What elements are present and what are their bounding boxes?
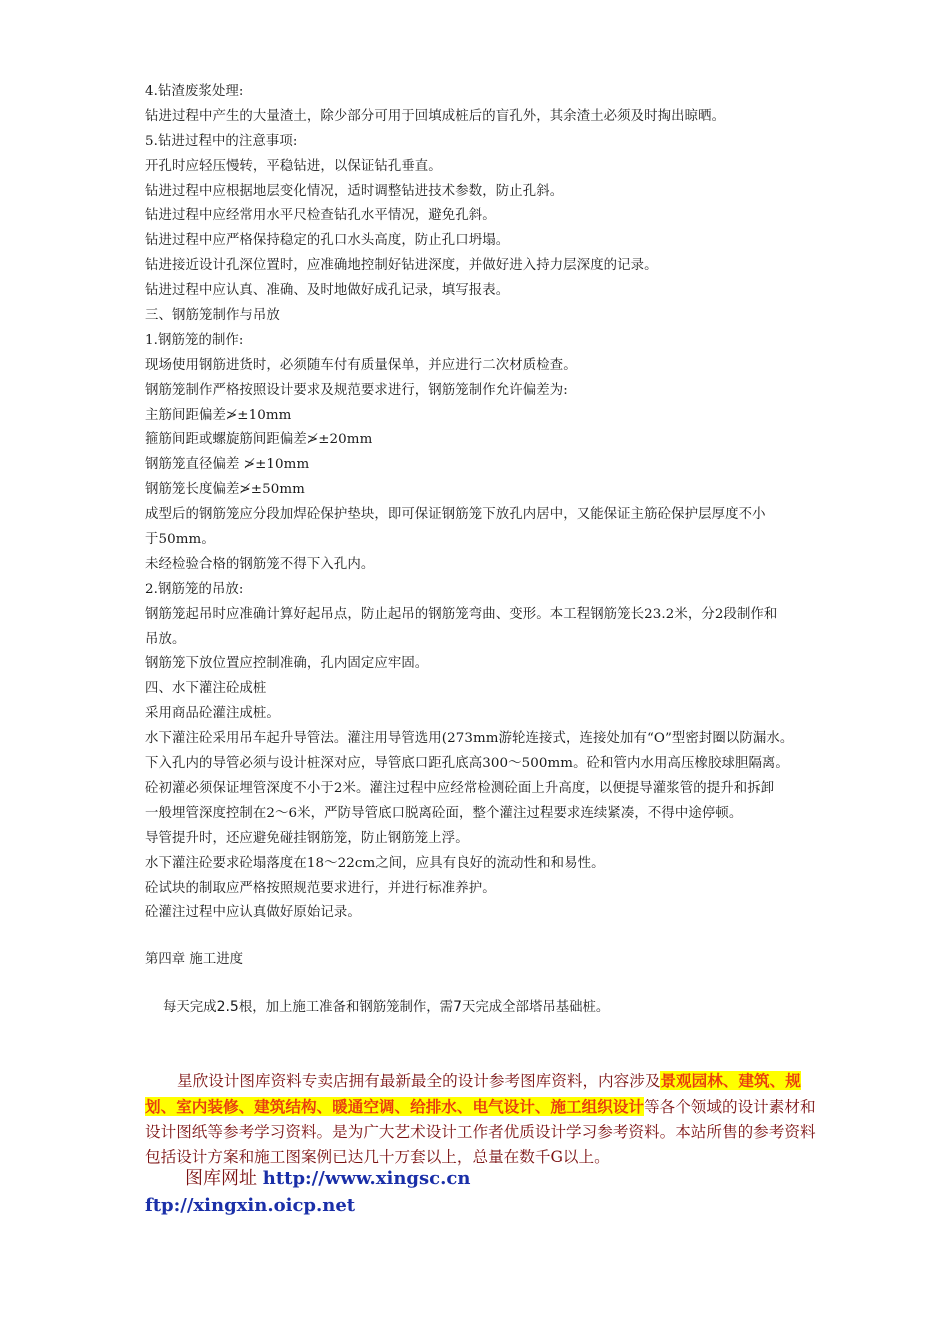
schedule-number: 7 [453,999,462,1015]
chapter-heading: 第四章 施工进度 [145,952,243,967]
text-line: 主筋间距偏差≯±10mm [145,407,292,423]
ad-highlight: 景观园林、建筑、 [660,1071,786,1090]
text-line: 水下灌注砼采用吊车起升导管法。灌注用导管选用(273mm游轮连接式，连接处加有“O”型密封圈以防漏水。 [145,731,794,747]
ftp-link[interactable]: ftp://xingxin.oicp.net [145,1195,356,1216]
ad-highlight: 规划、室内装修、建筑结构、暖通空调、给排水、电气设计、施工组织设计 [145,1071,801,1116]
schedule-text: 天完成全部塔吊基础桩。 [462,1000,610,1015]
text-line: 5.钻进过程中的注意事项: [145,133,298,149]
ad-rest: 等各个领域的设计素材和设计图纸等参考学习资料。是为广大艺术设计工作者优质设计学习参考资料。本站所售的参考资料包括设计方案和施工图案例已达几十万套以上，总量在数千G以上。 [145,1098,816,1166]
text-line: 钻进过程中产生的大量渣土，除少部分可用于回填成桩后的盲孔外，其余渣土必须及时掏出晾晒。 [145,108,726,124]
text-line: 钻进过程中应认真、准确、及时地做好成孔记录，填写报表。 [145,283,510,299]
site-label: 图库网址 [185,1168,257,1189]
text-line: 导管提升时，还应避免碰挂钢筋笼，防止钢筋笼上浮。 [145,830,469,846]
text-line: 钢筋笼下放位置应控制准确，孔内固定应牢固。 [145,656,429,672]
text-line: 钢筋笼长度偏差≯±50mm [145,482,305,498]
text-line: 2.钢筋笼的吊放: [145,581,244,597]
text-line: 钻进过程中应根据地层变化情况，适时调整钻进技术参数，防止孔斜。 [145,183,564,199]
text-line: 箍筋间距或螺旋筋间距偏差≯±20mm [145,432,373,448]
text-line: 于50mm。 [145,532,215,548]
text-line: 钢筋笼直径偏差 ≯±10mm [145,457,310,473]
schedule-number: 2.5 [216,999,239,1015]
text-line: 水下灌注砼要求砼塌落度在18～22cm之间，应具有良好的流动性和和易性。 [145,855,605,871]
text-line: 钢筋笼制作严格按照设计要求及规范要求进行，钢筋笼制作允许偏差为: [145,382,568,398]
text-line: 1.钢筋笼的制作: [145,332,244,348]
text-line: 开孔时应轻压慢转，平稳钻进，以保证钻孔垂直。 [145,158,442,174]
text-line: 一般埋管深度控制在2～6米，严防导管底口脱离砼面，整个灌注过程要求连续紧凑，不得中途停顿。 [145,805,743,821]
ad-intro: 星欣设计图库资料专卖店拥有最新最全的设计参考图库资料，内容涉及 [177,1072,661,1090]
schedule-text: 根，加上施工准备和钢筋笼制作，需 [238,1000,454,1015]
text-line: 钻进过程中应严格保持稳定的孔口水头高度，防止孔口坍塌。 [145,233,510,249]
text-line: 现场使用钢筋进货时，必须随车付有质量保单，并应进行二次材质检查。 [145,357,577,373]
text-line: 4.钻渣废浆处理: [145,84,244,99]
text-line: 吊放。 [145,631,186,647]
text-line: 砼初灌必须保证埋管深度不小于2米。灌注过程中应经常检测砼面上升高度，以便提导灌浆管的提升和拆卸 [145,780,775,796]
text-line: 未经检验合格的钢筋笼不得下入孔内。 [145,556,375,572]
text-line: 砼灌注过程中应认真做好原始记录。 [145,905,361,921]
text-line: 下入孔内的导管必须与设计桩深对应，导管底口距孔底高300～500mm。砼和管内水用高压橡胶球胆隔离。 [145,756,789,772]
text-line: 采用商品砼灌注成桩。 [145,706,280,722]
text-line: 钻进过程中应经常用水平尺检查钻孔水平情况，避免孔斜。 [145,208,496,224]
body-text [145,80,825,926]
text-line: 成型后的钢筋笼应分段加焊砼保护垫块，即可保证钢筋笼下放孔内居中，又能保证主筋砼保护层厚度不小 [145,507,766,523]
section-heading: 四、水下灌注砼成桩 [145,681,267,697]
text-line: 砼试块的制取应严格按照规范要求进行，并进行标准养护。 [145,880,496,896]
text-line: 钻进接近设计孔深位置时，应准确地控制好钻进深度，并做好进入持力层深度的记录。 [145,258,658,274]
ad-paragraph [145,1068,825,1170]
ftp-line [145,1193,355,1219]
schedule-text: 每天完成 [163,1000,217,1015]
site-link[interactable]: http://www.xingsc.cn [262,1168,471,1189]
site-line [185,1166,470,1192]
text-line: 钢筋笼起吊时应准确计算好起吊点，防止起吊的钢筋笼弯曲、变形。本工程钢筋笼长23.2米，分2段制作和 [145,606,778,622]
section-heading: 三、钢筋笼制作与吊放 [145,308,280,324]
schedule-paragraph [163,996,609,1019]
